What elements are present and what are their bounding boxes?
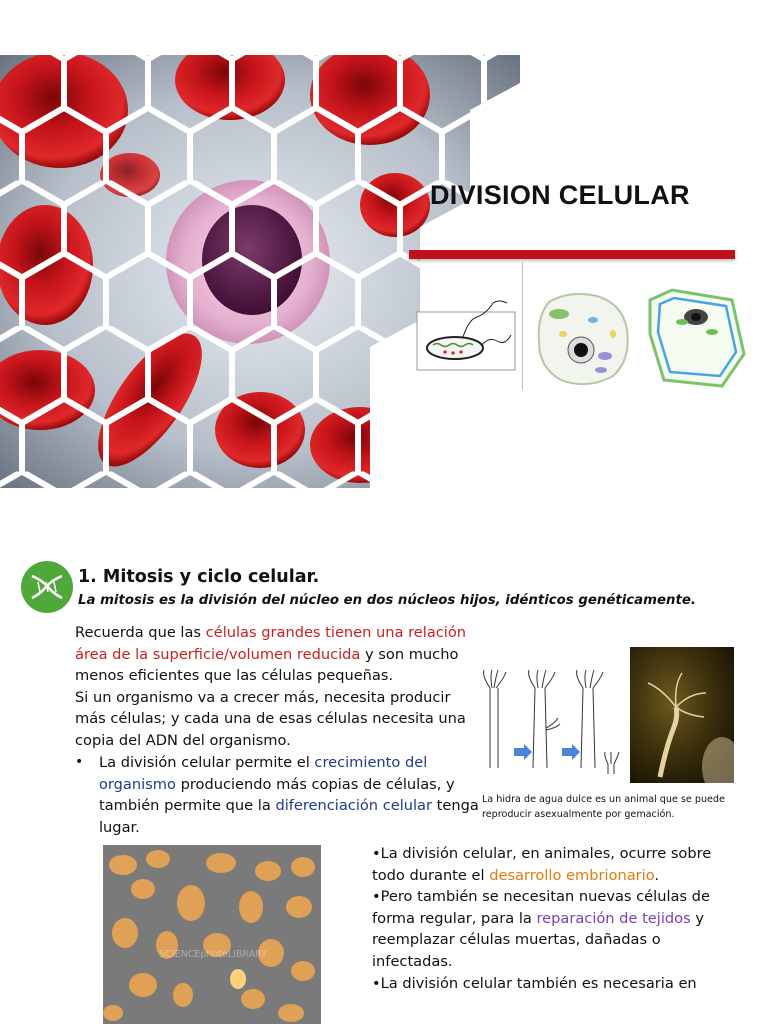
right-text: •Pero también se necesitan nuevas células de forma regular, para la: [372, 888, 710, 927]
bullet-list: [75, 752, 480, 838]
section-subtitle: La mitosis es la división del núcleo en dos núcleos hijos, idénticos genéticamente.: [78, 593, 696, 608]
hydra-caption: La hidra de agua dulce es un animal que se puede reproducir asexualmente por gemación.: [482, 794, 725, 820]
highlight-blue-text: crecimiento del organismo: [99, 754, 428, 793]
highlight-blue-text: diferenciación celular: [275, 797, 432, 815]
right-text: •La división celular, en animales, ocurre sobre todo durante el: [372, 845, 712, 884]
page-title: DIVISION CELULAR: [430, 180, 690, 210]
intro-text: Recuerda que las: [75, 624, 206, 641]
right-text: y reemplazar células muertas, dañadas o infectadas.: [372, 909, 704, 970]
bullet-text: La división celular permite el: [99, 754, 315, 771]
intro-paragraph: [75, 622, 480, 752]
plant-cell-illustration: [638, 262, 750, 390]
right-text: •La división celular también es necesaria en: [372, 974, 697, 992]
bacteria-illustration: [415, 262, 520, 390]
section-title: 1. Mitosis y ciclo celular.: [78, 567, 320, 587]
title-underline-bar: [409, 250, 735, 259]
right-text: .: [654, 866, 660, 884]
dividing-cells-micrograph: [103, 845, 321, 1024]
hydra-budding-diagram: [480, 668, 630, 776]
watermark-text: SCIENCEphotoLIBRARY: [159, 949, 267, 960]
intro-text: y son mucho menos eficientes que las células pequeñas.: [75, 645, 459, 685]
intro-text: Si un organismo va a crecer más, necesita producir más células; y cada una de esas células necesita una copia del ADN del organismo.: [75, 688, 466, 749]
bullet-text: tenga lugar.: [99, 797, 479, 836]
bullet-text: produciendo más copias de células, y también permite que la: [99, 775, 455, 815]
highlight-orange-text: desarrollo embrionario: [489, 866, 655, 884]
highlight-red-text: células grandes tienen una relación área de la superficie/volumen reducida: [75, 624, 467, 663]
dna-logo-icon: [20, 560, 74, 614]
right-column-text: [372, 843, 732, 994]
animal-cell-illustration: [522, 262, 635, 390]
hydra-photo: [630, 647, 734, 783]
highlight-purple-text: reparación de tejidos: [536, 909, 691, 927]
bullet-item: [99, 752, 480, 838]
bullet-marker: •: [75, 754, 84, 770]
